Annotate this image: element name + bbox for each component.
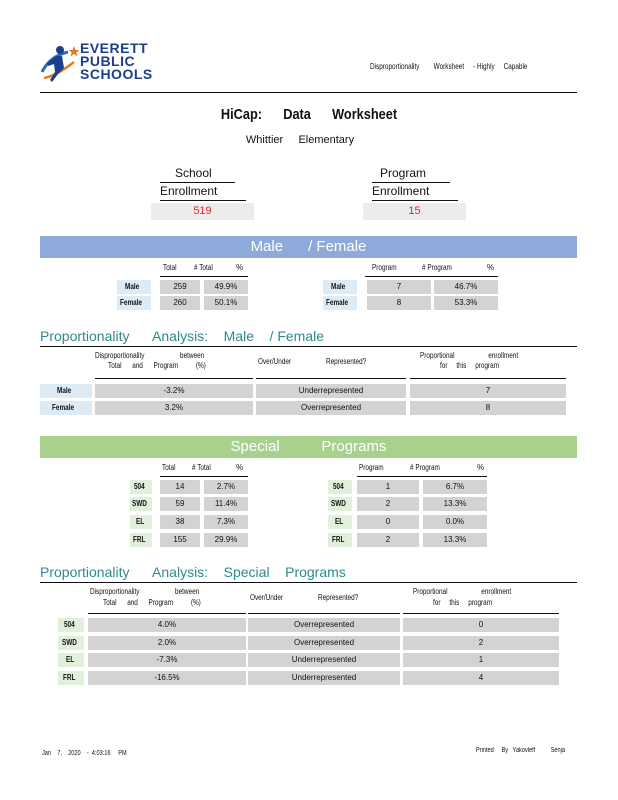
ga-col3-hdr-b: for this program xyxy=(440,361,500,370)
ga-label: Male xyxy=(40,384,92,398)
special-pct: 29.9% xyxy=(204,533,248,547)
gender-pct: 50.1% xyxy=(204,296,248,310)
school-enrollment-label xyxy=(160,165,246,201)
gender-label-program: Male xyxy=(323,280,357,294)
special-program: 0 xyxy=(357,515,419,529)
sa-col2-line xyxy=(248,613,400,614)
sa-col2-hdr-b: Represented? xyxy=(318,593,359,602)
ga-prop: 8 xyxy=(410,401,566,415)
program-label-2: Enrollment xyxy=(372,183,458,201)
sa-label: EL xyxy=(58,653,84,667)
sa-disp: -16.5% xyxy=(88,671,246,685)
ga-col3-hdr-a: Proportional enrollment xyxy=(420,351,519,360)
special-total-hdr-line xyxy=(160,476,248,477)
special-label-program: 504 xyxy=(328,480,352,494)
special-program: 1 xyxy=(357,480,419,494)
ga-disp: -3.2% xyxy=(95,384,253,398)
special-ppct: 6.7% xyxy=(423,480,487,494)
gender-program: 7 xyxy=(367,280,431,294)
special-total: 14 xyxy=(160,480,200,494)
gender-total: 259 xyxy=(160,280,200,294)
sa-rep: Underrepresented xyxy=(248,671,400,685)
sa-col2-hdr-a: Over/Under xyxy=(250,593,284,602)
sa-label: FRL xyxy=(58,671,84,685)
special-pct: 7.3% xyxy=(204,515,248,529)
special-pct-hdr: % xyxy=(236,463,244,472)
gender-ppct: 53.3% xyxy=(434,296,498,310)
program-enrollment-label xyxy=(372,165,458,201)
school-label-1: School xyxy=(160,165,235,183)
sa-disp: 2.0% xyxy=(88,636,246,650)
special-label: 504 xyxy=(130,480,152,494)
program-enrollment-value: 15 xyxy=(363,203,466,220)
sa-disp: -7.3% xyxy=(88,653,246,667)
gender-total-hdr-line xyxy=(160,276,248,277)
gender-ppct: 46.7% xyxy=(434,280,498,294)
special-label-program: SWD xyxy=(328,497,352,511)
ga-rep: Underrepresented xyxy=(256,384,406,398)
special-program: 2 xyxy=(357,533,419,547)
special-label: EL xyxy=(130,515,152,529)
ga-col3-line xyxy=(410,378,566,379)
ga-col2-hdr-a: Over/Under xyxy=(258,357,292,366)
ga-col1-line xyxy=(95,378,253,379)
sa-disp: 4.0% xyxy=(88,618,246,632)
sa-rep: Overrepresented xyxy=(248,618,400,632)
ga-rep: Overrepresented xyxy=(256,401,406,415)
sa-col1-hdr-a: Disproportionality between xyxy=(90,587,200,596)
special-total-hdr: Total xyxy=(162,463,176,472)
program-label-1: Program xyxy=(372,165,450,183)
sa-prop: 1 xyxy=(403,653,559,667)
footer-timestamp: Jan 7, 2020 - 4:03:16 PM xyxy=(42,750,127,757)
ga-col2-line xyxy=(256,378,406,379)
sa-prop: 2 xyxy=(403,636,559,650)
sa-col3-hdr-a: Proportional enrollment xyxy=(413,587,512,596)
special-pct: 2.7% xyxy=(204,480,248,494)
gender-numtotal-hdr: # Total xyxy=(194,263,213,272)
special-numtotal-hdr: # Total xyxy=(192,463,211,472)
gender-total-hdr: Total xyxy=(163,263,177,272)
gender-label-program: Female xyxy=(323,296,357,310)
special-ppct-hdr: % xyxy=(477,463,485,472)
ga-col1-hdr-b: Total and Program (%) xyxy=(108,361,206,370)
sa-rep: Overrepresented xyxy=(248,636,400,650)
special-program-hdr: Program xyxy=(359,463,384,472)
logo-line-3: SCHOOLS xyxy=(80,66,153,82)
special-total: 59 xyxy=(160,497,200,511)
ga-label: Female xyxy=(40,401,92,415)
special-ppct: 13.3% xyxy=(423,533,487,547)
sa-col3-hdr-b: for this program xyxy=(433,598,493,607)
gender-analysis-divider xyxy=(40,346,577,347)
gender-numprogram-hdr: # Program xyxy=(422,263,452,272)
sa-col1-line xyxy=(88,613,246,614)
school-name: Whittier Elementary xyxy=(245,134,355,146)
ga-disp: 3.2% xyxy=(95,401,253,415)
gender-label: Male xyxy=(117,280,151,294)
special-ppct: 0.0% xyxy=(423,515,487,529)
gender-program: 8 xyxy=(367,296,431,310)
special-analysis-divider xyxy=(40,582,577,583)
special-label-program: EL xyxy=(328,515,352,529)
gender-total: 260 xyxy=(160,296,200,310)
special-band: Special Programs xyxy=(40,436,577,458)
ga-prop: 7 xyxy=(410,384,566,398)
school-enrollment-value: 519 xyxy=(151,203,254,220)
sa-prop: 0 xyxy=(403,618,559,632)
sa-rep: Underrepresented xyxy=(248,653,400,667)
sa-label: 504 xyxy=(58,618,84,632)
footer-printed-by: Printed By Yakovleff Senja xyxy=(476,747,566,754)
special-label-program: FRL xyxy=(328,533,352,547)
special-label: SWD xyxy=(130,497,152,511)
page-title: HiCap: Data Worksheet xyxy=(220,106,398,123)
gender-program-hdr: Program xyxy=(372,263,397,272)
special-numprogram-hdr: # Program xyxy=(410,463,440,472)
special-program: 2 xyxy=(357,497,419,511)
logo-line-2: PUBLIC xyxy=(80,53,136,69)
special-pct: 11.4% xyxy=(204,497,248,511)
sa-col3-line xyxy=(403,613,559,614)
gender-label: Female xyxy=(117,296,151,310)
special-program-hdr-line xyxy=(357,476,487,477)
gender-pct: 49.9% xyxy=(204,280,248,294)
special-ppct: 13.3% xyxy=(423,497,487,511)
header-right-title: Disproportionality Worksheet - Highly Capable xyxy=(370,62,528,71)
logo-line-1: EVERETT xyxy=(80,40,149,56)
header-divider xyxy=(40,92,577,93)
sa-label: SWD xyxy=(58,636,84,650)
gender-band: Male / Female xyxy=(40,236,577,258)
sa-prop: 4 xyxy=(403,671,559,685)
gender-ppct-hdr: % xyxy=(487,263,495,272)
special-total: 155 xyxy=(160,533,200,547)
gender-analysis-title: Proportionality Analysis: Male / Female xyxy=(40,328,324,344)
ga-col1-hdr-a: Disproportionality between xyxy=(95,351,205,360)
ga-col2-hdr-b: Represented? xyxy=(326,357,367,366)
logo xyxy=(38,40,158,90)
gender-pct-hdr: % xyxy=(236,263,244,272)
sa-col1-hdr-b: Total and Program (%) xyxy=(103,598,201,607)
special-analysis-title: Proportionality Analysis: Special Programs xyxy=(40,564,346,580)
school-label-2: Enrollment xyxy=(160,183,246,201)
logo-mark-icon xyxy=(38,42,80,86)
special-total: 38 xyxy=(160,515,200,529)
special-label: FRL xyxy=(130,533,152,547)
gender-program-hdr-line xyxy=(365,276,498,277)
